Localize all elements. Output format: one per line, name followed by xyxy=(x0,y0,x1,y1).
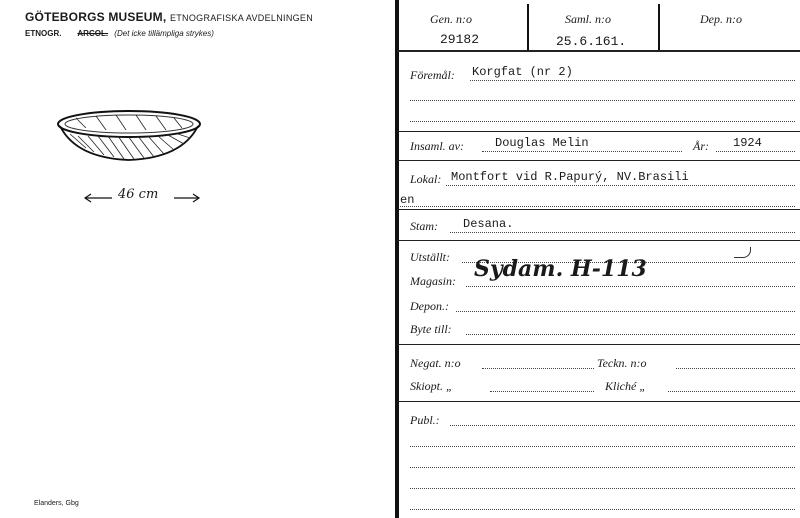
magasin-label: Magasin: xyxy=(410,274,456,288)
header-rule xyxy=(397,50,800,52)
section-rule-2 xyxy=(397,160,800,161)
pencil-mark xyxy=(734,247,751,258)
skiopt-line xyxy=(490,391,594,392)
lokal-value: Montfort vid R.Papurý, NV.Brasili xyxy=(451,170,689,184)
negat-label: Negat. n:o xyxy=(410,356,461,370)
utstallt-label: Utställt: xyxy=(410,250,451,264)
stam-line xyxy=(450,232,795,233)
size-text: 46 cm xyxy=(118,187,159,202)
basket-bowl-sketch xyxy=(56,108,206,183)
card-border xyxy=(395,0,399,518)
department-name: ETNOGRAFISKA AVDELNINGEN xyxy=(169,13,314,23)
foremal-label: Föremål: xyxy=(410,68,455,82)
insaml-value: Douglas Melin xyxy=(495,136,589,150)
printer-imprint: Elanders, Gbg xyxy=(34,500,79,507)
depon-label: Depon.: xyxy=(410,299,449,313)
saml-value: 25.6.161. xyxy=(556,34,627,49)
publ-line-4 xyxy=(410,488,795,489)
struck-label: ARCOL. xyxy=(77,29,109,38)
section-rule-3 xyxy=(397,209,800,210)
ar-label: År: xyxy=(693,139,709,153)
saml-label: Saml. n:o xyxy=(565,12,611,26)
section-rule-6 xyxy=(397,401,800,402)
instruction-note: (Det icke tillämpliga strykes) xyxy=(114,29,214,38)
ar-line xyxy=(716,151,795,152)
size-annotation xyxy=(82,189,202,205)
lokal-line xyxy=(446,185,795,186)
foremal-value: Korgfat (nr 2) xyxy=(472,65,573,79)
negat-line xyxy=(482,368,594,369)
publ-label: Publ.: xyxy=(410,413,440,427)
publ-line-5 xyxy=(410,509,795,510)
museum-name: GÖTEBORGS MUSEUM, xyxy=(25,10,167,24)
foremal-line xyxy=(470,80,795,81)
lokal-value-cont: en xyxy=(400,193,415,207)
stam-value: Desana. xyxy=(463,217,514,231)
gen-value: 29182 xyxy=(440,32,480,47)
depon-line xyxy=(456,311,795,312)
publ-line xyxy=(450,425,795,426)
cell-divider-2 xyxy=(658,4,660,50)
section-rule-4 xyxy=(397,240,800,241)
category-line xyxy=(25,29,214,38)
stam-label: Stam: xyxy=(410,219,438,233)
insaml-line xyxy=(482,151,682,152)
kliche-label: Kliché „ xyxy=(605,379,646,393)
insaml-label: Insaml. av: xyxy=(410,139,464,153)
publ-line-2 xyxy=(410,446,795,447)
lokal-label: Lokal: xyxy=(410,172,442,186)
dep-label: Dep. n:o xyxy=(700,12,742,26)
kliche-line xyxy=(668,391,795,392)
skiopt-label: Skiopt. „ xyxy=(410,379,453,393)
foremal-line-2 xyxy=(410,100,795,101)
byte-label: Byte till: xyxy=(410,322,452,336)
museum-header xyxy=(25,10,313,24)
gen-label: Gen. n:o xyxy=(430,12,472,26)
etnogr-label: ETNOGR. xyxy=(25,29,62,38)
byte-line xyxy=(466,334,795,335)
magasin-value: Sydam. H-113 xyxy=(474,256,647,282)
publ-line-3 xyxy=(410,467,795,468)
section-rule-5 xyxy=(397,344,800,345)
teckn-label: Teckn. n:o xyxy=(597,356,647,370)
teckn-line xyxy=(676,368,795,369)
foremal-line-3 xyxy=(410,121,795,122)
magasin-line xyxy=(466,286,795,287)
cell-divider-1 xyxy=(527,4,529,50)
section-rule-1 xyxy=(397,131,800,132)
ar-value: 1924 xyxy=(733,136,762,150)
lokal-line-2 xyxy=(400,206,795,207)
